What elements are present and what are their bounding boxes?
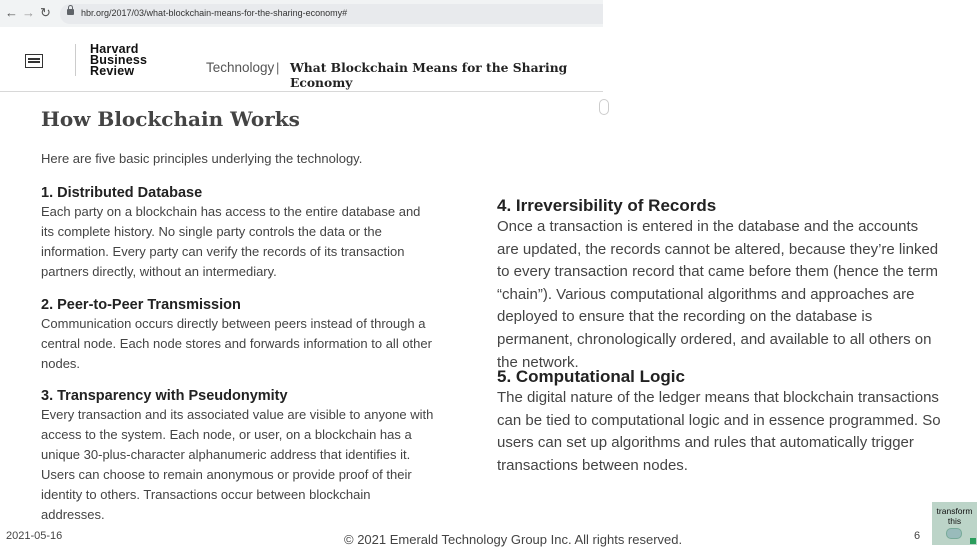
toggle-icon bbox=[946, 528, 962, 539]
back-arrow-icon[interactable]: ← bbox=[5, 5, 18, 20]
slide-title: How Blockchain Works bbox=[41, 107, 300, 131]
hbr-logo[interactable] bbox=[90, 44, 147, 77]
transform-this-button[interactable] bbox=[932, 502, 977, 545]
logo-line-1: Harvard bbox=[90, 42, 139, 56]
url-text[interactable]: hbr.org/2017/03/what-blockchain-means-for-the-sharing-economy# bbox=[81, 8, 348, 18]
principle-text: Each party on a blockchain has access to the entire database and its complete history. No single party controls the data or the information. Every party can verify the records of its transaction partners directly, without an intermediary. bbox=[41, 204, 421, 279]
principle-text: The digital nature of the ledger means that blockchain transactions can be tied to computational logic and in essence programmed. So users can set up algorithms and rules that automatically trigger transactions between nodes. bbox=[497, 389, 941, 474]
principle-2 bbox=[41, 297, 436, 374]
forward-arrow-icon[interactable]: → bbox=[22, 5, 35, 20]
breadcrumb-separator: | bbox=[276, 60, 280, 75]
principle-heading: 1. Distributed Database bbox=[41, 185, 203, 201]
principle-3 bbox=[41, 388, 436, 525]
footer-date: 2021-05-16 bbox=[6, 530, 63, 542]
header-divider bbox=[75, 44, 76, 76]
menu-icon[interactable] bbox=[25, 54, 43, 68]
reload-icon[interactable]: ↻ bbox=[40, 5, 51, 20]
principle-heading: 4. Irreversibility of Records bbox=[497, 196, 717, 215]
principle-text: Once a transaction is entered in the database and the accounts are updated, the records cannot be altered, because they’re linked to every transaction record that came before them (hence the term “chain”). Various computational algorithms and approaches are deployed to ensure that the recording on the database is permanent, chronologically ordered, and available to all others on the network. bbox=[497, 218, 939, 371]
slide-intro: Here are five basic principles underlying the technology. bbox=[41, 151, 363, 166]
principle-heading: 2. Peer-to-Peer Transmission bbox=[41, 297, 241, 313]
browser-toolbar bbox=[0, 0, 603, 28]
principle-4 bbox=[497, 196, 942, 374]
logo-line-3: Review bbox=[90, 64, 135, 78]
widget-label-2: this bbox=[947, 516, 962, 526]
principle-heading: 3. Transparency with Pseudonymity bbox=[41, 388, 288, 404]
scroll-handle[interactable] bbox=[599, 99, 609, 115]
principle-5 bbox=[497, 367, 942, 477]
status-dot-icon bbox=[970, 538, 976, 544]
lock-icon bbox=[67, 9, 74, 15]
principle-text: Communication occurs directly between peers instead of through a central node. Each node stores and forwards information to all other nodes. bbox=[41, 316, 432, 371]
section-link[interactable]: Technology bbox=[206, 60, 275, 75]
principle-1 bbox=[41, 185, 436, 282]
logo-line-2: Business bbox=[90, 53, 148, 67]
site-header bbox=[0, 27, 603, 92]
principle-text: Every transaction and its associated value are visible to anyone with access to the system. Each node, or user, on a blockchain has a unique 30-plus-character alphanumeric address that identifies it. Users can choose to remain anonymous or provide proof of their identity to others. Transactions occur between blockchain addresses. bbox=[41, 407, 434, 522]
page-number: 6 bbox=[914, 530, 921, 542]
widget-label-1: transform bbox=[936, 506, 973, 516]
article-title: What Blockchain Means for the Sharing Economy bbox=[290, 60, 568, 90]
footer-copyright: © 2021 Emerald Technology Group Inc. All rights reserved. bbox=[344, 532, 683, 547]
principle-heading: 5. Computational Logic bbox=[497, 367, 685, 386]
